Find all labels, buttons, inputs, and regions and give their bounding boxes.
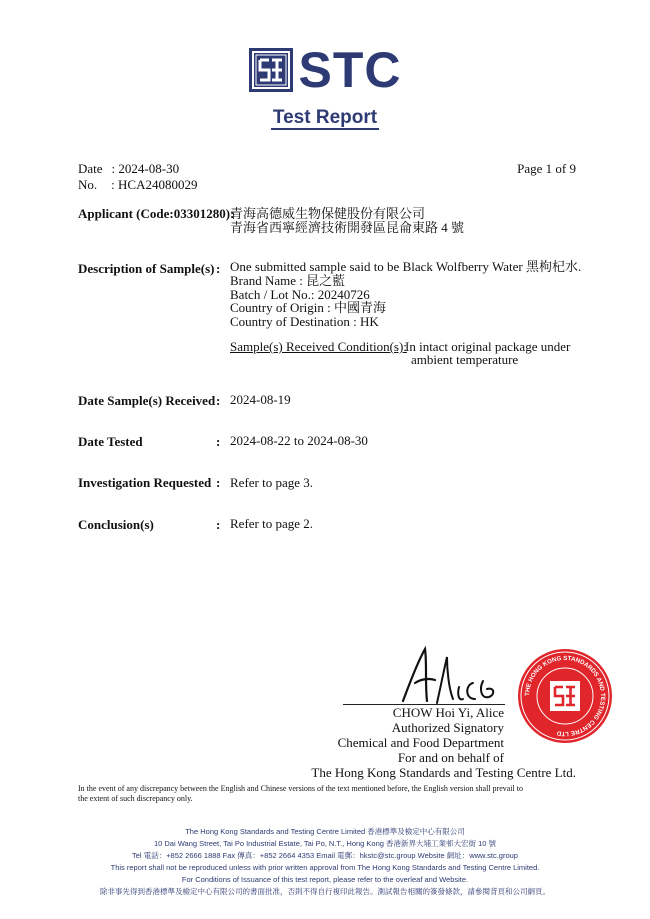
signatory-dept: Chemical and Food Department [337, 735, 504, 750]
condition-value-2: ambient temperature [411, 352, 519, 367]
stc-mark-icon [249, 48, 293, 92]
conclusion-label: Conclusion(s) [78, 517, 154, 532]
svg-text:THE HONG KONG STANDARDS AND TE: THE HONG KONG STANDARDS AND TESTING CENTRE LTD [523, 654, 607, 738]
stc-logo [0, 42, 650, 98]
applicant-label: Applicant (Code:03301280): [78, 206, 235, 221]
applicant-name: 青海高德威生物保健股份有限公司 [230, 206, 426, 221]
company-seal-icon [516, 647, 614, 745]
date-tested-label: Date Tested [78, 434, 143, 449]
footer-contact: Tel 電話：+852 2666 1888 Fax 傳真：+852 2664 4353 Email 電郵：hkstc@stc.group Website 網址：www.stc.group [132, 851, 518, 860]
signature-scribble [395, 645, 505, 707]
footer-address: 10 Dai Wang Street, Tai Po Industrial Estate, Tai Po, N.T., Hong Kong 香港新界大埔工業邨大宏街 10 號 [153, 839, 497, 848]
signatory-title: Authorized Signatory [391, 720, 504, 735]
disclaimer-line-1: In the event of any discrepancy between the English and Chinese versions of the text mentioned before, the English version shall prevail to [78, 784, 523, 793]
signatory-org: The Hong Kong Standards and Testing Centre Ltd. [311, 765, 576, 780]
description-colon: : [216, 261, 221, 276]
disclaimer-line-2: the extent of such discrepancy only. [78, 794, 193, 803]
report-no-row: No. : HCA24080029 [78, 177, 198, 192]
description-line-1: One submitted sample said to be Black Wolfberry Water 黑枸杞水. [230, 259, 582, 274]
footer-reproduction-notice: This report shall not be reproduced unless with prior written approval from The Hong Kong Standards and Testing Centre Limited. [110, 863, 540, 872]
batch-lot-no: Batch / Lot No.: 20240726 [230, 287, 370, 302]
date-received-colon: : [216, 393, 221, 408]
stc-logo-text: STC [298, 42, 402, 98]
signatory-name: CHOW Hoi Yi, Alice [392, 705, 504, 720]
report-title-text: Test Report [272, 107, 378, 128]
investigation-colon: : [216, 475, 221, 490]
investigation-value: Refer to page 3. [230, 475, 314, 490]
brand-name: Brand Name : 昆之藍 [230, 273, 346, 288]
footer [0, 826, 650, 898]
footer-conditions-notice: For Conditions of Issuance of this test report, please refer to the overleaf and Website. [181, 875, 469, 884]
date-tested-colon: : [216, 434, 221, 449]
report-title [0, 107, 650, 129]
description-label: Description of Sample(s) [78, 261, 215, 276]
date-received-value: 2024-08-19 [230, 392, 291, 407]
footer-chinese-notice: 除非事先得到香港標準及檢定中心有限公司的書面批准，否則不得自行複印此報告。測試報告相關的簽發條款，請參閱背頁和公司網頁。 [100, 887, 550, 896]
page-number: Page 1 of 9 [517, 161, 576, 176]
stc-logo-mark [249, 48, 293, 92]
report-no-label: No. [78, 177, 98, 192]
applicant-address: 青海省西寧經濟技術開發區昆侖東路 4 號 [230, 220, 465, 235]
conclusion-colon: : [216, 517, 221, 532]
condition-value-1: In intact original package under [405, 339, 571, 354]
footer-company: The Hong Kong Standards and Testing Centre Limited 香港標準及檢定中心有限公司 [185, 827, 465, 836]
signatory-behalf: For and on behalf of [397, 750, 504, 765]
condition-label: Sample(s) Received Condition(s): [230, 339, 407, 354]
conclusion-value: Refer to page 2. [230, 516, 314, 531]
date-tested-value: 2024-08-22 to 2024-08-30 [230, 433, 368, 448]
report-no-value: HCA24080029 [118, 177, 198, 192]
date-label: Date [78, 161, 103, 176]
date-row: Date : 2024-08-30 [78, 161, 180, 176]
date-received-label: Date Sample(s) Received [78, 393, 216, 408]
country-of-origin: Country of Origin : 中國青海 [230, 300, 386, 315]
date-value: 2024-08-30 [118, 161, 180, 176]
language-disclaimer [78, 784, 578, 804]
country-of-destination: Country of Destination : HK [230, 314, 379, 329]
investigation-label: Investigation Requested [78, 475, 212, 490]
